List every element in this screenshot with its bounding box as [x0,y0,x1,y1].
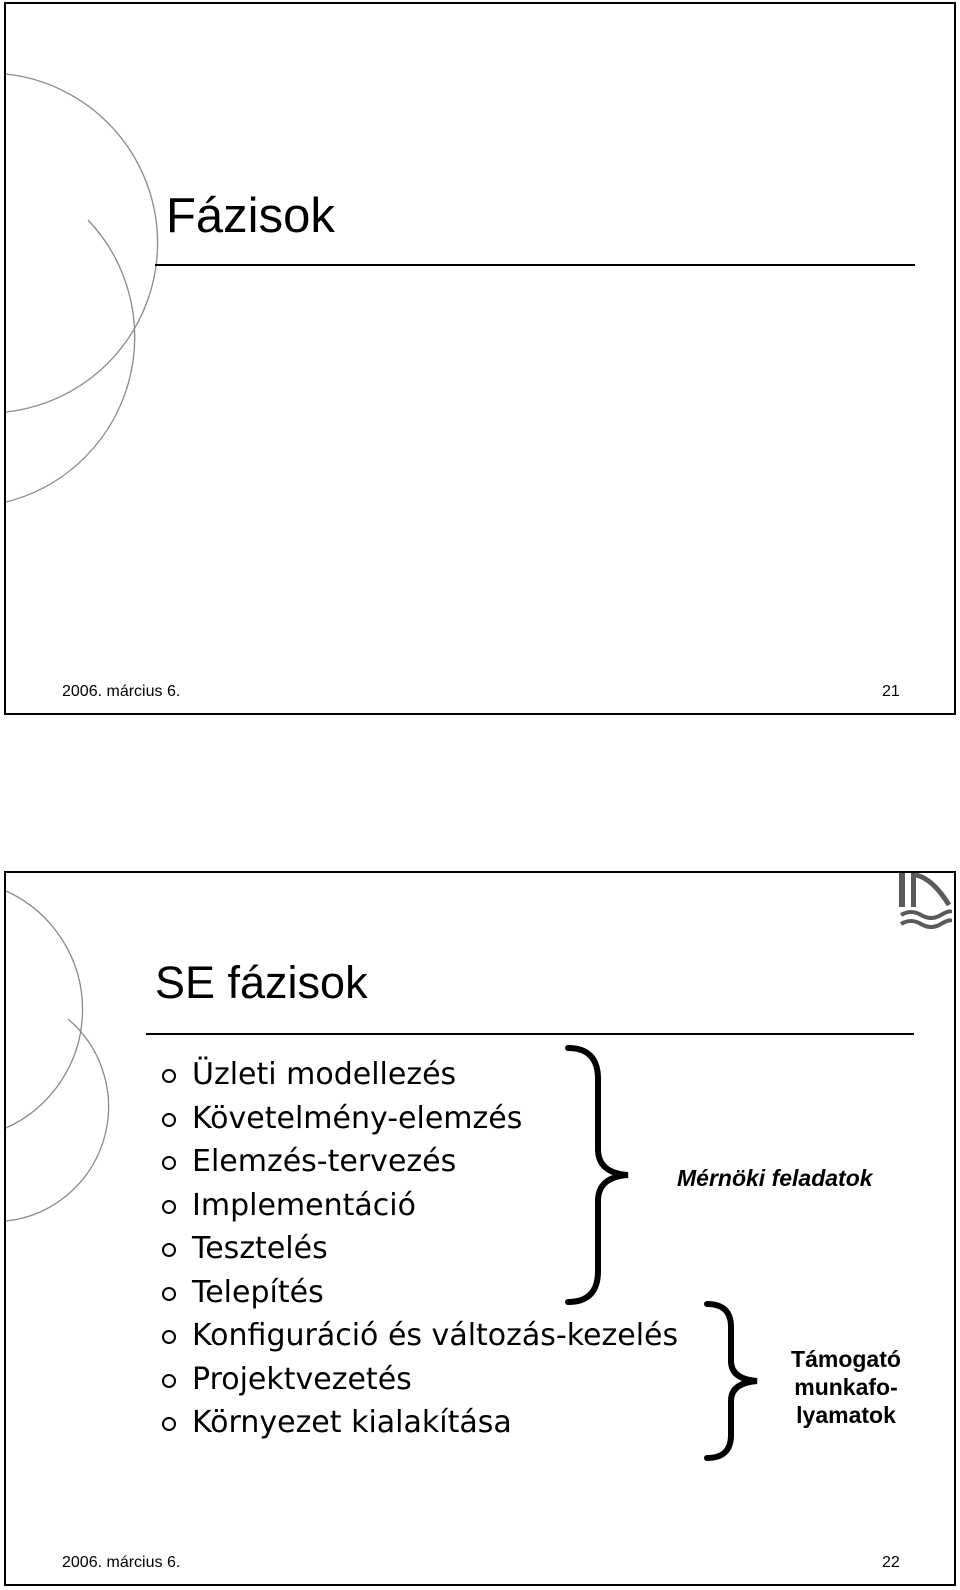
footer-date: 2006. március 6. [62,1554,181,1571]
list-item-text: Elemzés-tervezés [192,1144,457,1179]
list-item [156,1314,678,1358]
hollow-circle-bullet-icon [162,1417,176,1431]
slide-21 [4,2,956,715]
hollow-circle-bullet-icon [162,1330,176,1344]
hollow-circle-bullet-icon [162,1113,176,1127]
engineering-tasks-label: Mérnöki feladatok [677,1165,873,1191]
bridge-logo-icon [897,871,952,929]
hollow-circle-bullet-icon [162,1374,176,1388]
footer-page-number: 21 [882,683,900,700]
list-item [156,1358,678,1402]
list-item-text: Tesztelés [192,1231,328,1266]
title-divider [146,1033,914,1035]
title-divider [155,264,915,266]
list-item [156,1401,678,1445]
slide-title: Fázisok [166,189,335,243]
slide-title: SE fázisok [155,957,368,1008]
footer-page-number: 22 [882,1554,900,1571]
list-item-text: Implementáció [192,1187,416,1223]
support-workflows-label [776,1345,916,1429]
hollow-circle-bullet-icon [162,1200,176,1214]
hollow-circle-bullet-icon [162,1287,176,1301]
list-item-text: Üzleti modellezés [192,1057,457,1092]
support-label-line: Támogató [791,1346,901,1372]
curly-brace-icon [562,1045,642,1305]
list-item-text: Környezet kialakítása [192,1405,512,1440]
slide-22 [4,871,956,1586]
list-item-text: Projektvezetés [192,1361,412,1397]
support-label-line: lyamatok [796,1402,896,1428]
list-item-text: Konfiguráció és változás-kezelés [192,1318,679,1353]
hollow-circle-bullet-icon [162,1156,176,1170]
support-label-line: munkafo- [794,1374,898,1400]
curly-brace-icon [701,1301,771,1461]
footer-date: 2006. március 6. [62,683,181,700]
list-item-text: Követelmény-elemzés [192,1100,523,1136]
hollow-circle-bullet-icon [162,1243,176,1257]
list-item-text: Telepítés [192,1274,324,1310]
hollow-circle-bullet-icon [162,1069,176,1083]
